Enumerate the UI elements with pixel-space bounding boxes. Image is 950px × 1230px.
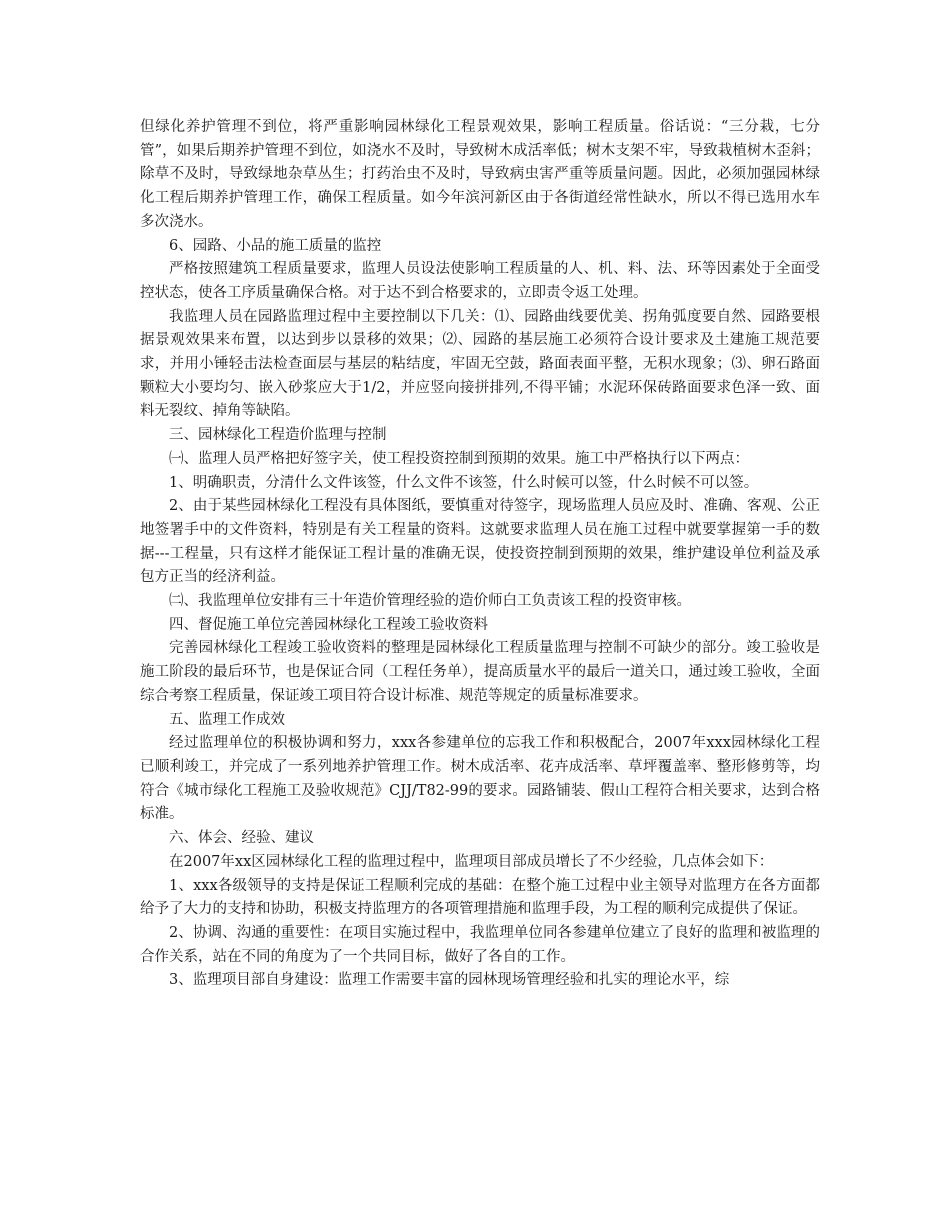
paragraph-maintenance-management: 但绿化养护管理不到位，将严重影响园林绿化工程景观效果，影响工程质量。俗话说：“三分栽，七分管”，如果后期养护管理不到位，如浇水不及时，导致树木成活率低；树木支架不牢，导致栽植树木歪斜；除草不及时，导致绿地杂草丛生；打药治虫不及时，导致病虫害严重等质量问题。因此，必须加强园林绿化工程后期养护管理工作，确保工程质量。如今年滨河新区由于各街道经常性缺水，所以不得已选用水车多次浇水。 [140, 119, 820, 230]
paragraph-road-control-points: 我监理人员在园路监理过程中主要控制以下几关：⑴、园路曲线要优美、拐角弧度要自然、园路要根据景观效果来布置，以达到步以景移的效果；⑵、园路的基层施工必须符合设计要求及土建施工规范要求，并用小锤轻击法检查面层与基层的粘结度，牢固无空鼓，路面表面平整，无积水现象；⑶、卵石路面颗粒大小要均匀、嵌入砂浆应大于1/2，并应竖向接拼排列,不得平铺；水泥环保砖路面要求色泽一致、面料无裂纹、掉角等缺陷。 [140, 308, 820, 420]
heading-supervision-results: 五、监理工作成效 [169, 711, 285, 728]
paragraph-leadership-support: 1、xxx各级领导的支持是保证工程顺利完成的基础：在整个施工过程中业主领导对监理方在各方面都给予了大力的支持和协助，积极支持监理方的各项管理措施和监理手段，为工程的顺利完成提供了保证。 [140, 877, 820, 918]
paragraph-signature-control: ㈠、监理人员严格把好签字关，使工程投资控制到预期的效果。施工中严格执行以下两点： [169, 450, 749, 467]
heading-experience-suggestions: 六、体会、经验、建议 [169, 830, 314, 847]
paragraph-cost-engineer: ㈡、我监理单位安排有三十年造价管理经验的造价师白工负责该工程的投资审核。 [169, 593, 691, 610]
paragraph-team-building: 3、监理项目部自身建设：监理工作需要丰富的园林现场管理经验和扎实的理论水平，综 [169, 972, 730, 989]
heading-cost-control: 三、园林绿化工程造价监理与控制 [169, 427, 387, 444]
paragraph-no-drawings: 2、由于某些园林绿化工程没有具体图纸，要慎重对待签字，现场监理人员应及时、准确、客观、公正地签署手中的文件资料，特别是有关工程量的资料。这就要求监理人员在施工过程中就要掌握第一手的数据---工程量，只有这样才能保证工程计量的准确无误，使投资控制到预期的效果，维护建设单位利益及承包方正当的经济利益。 [140, 498, 820, 586]
heading-completion-documents: 四、督促施工单位完善园林绿化工程竣工验收资料 [169, 616, 488, 633]
paragraph-completion-acceptance: 完善园林绿化工程竣工验收资料的整理是园林绿化工程质量监理与控制不可缺少的部分。竣工验收是施工阶段的最后环节，也是保证合同（工程任务单），提高质量水平的最后一道关口，通过竣工验收，全面综合考察工程质量，保证竣工项目符合设计标准、规范等规定的质量标准要求。 [140, 640, 820, 704]
paragraph-quality-requirements: 严格按照建筑工程质量要求，监理人员设法使影响工程质量的人、机、料、法、环等因素处于全面受控状态，使各工序质量确保合格。对于达不到合格要求的，立即责令返工处理。 [140, 261, 820, 301]
document-page [140, 116, 820, 993]
paragraph-coordination: 2、协调、沟通的重要性：在项目实施过程中，我监理单位同各参建单位建立了良好的监理和被监理的合作关系，站在不同的角度为了一个共同目标，做好了各自的工作。 [140, 924, 820, 965]
heading-road-quality-monitoring: 6、园路、小品的施工质量的监控 [169, 237, 382, 254]
paragraph-responsibility: 1、明确职责，分清什么文件该签，什么文件不该签，什么时候可以签，什么时候不可以签。 [169, 474, 759, 491]
paragraph-experience-intro: 在2007年xx区园林绿化工程的监理过程中，监理项目部成员增长了不少经验，几点体会如下： [169, 853, 774, 870]
paragraph-results: 经过监理单位的积极协调和努力，xxx各参建单位的忘我工作和积极配合，2007年xxx园林绿化工程已顺利竣工，并完成了一系列地养护管理工作。树木成活率、花卉成活率、草坪覆盖率、整形修剪等，均符合《城市绿化工程施工及验收规范》CJJ/T82-99的要求。园路铺装、假山工程符合相关要求，达到合格标准。 [140, 735, 820, 823]
